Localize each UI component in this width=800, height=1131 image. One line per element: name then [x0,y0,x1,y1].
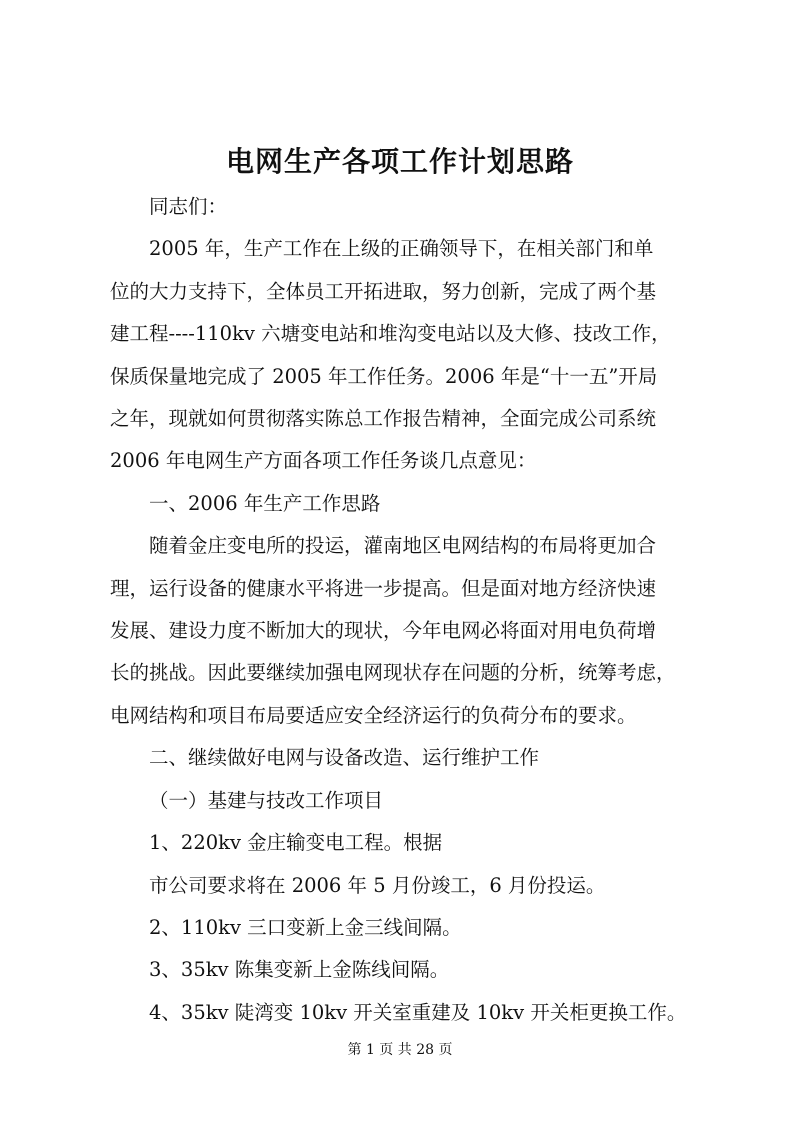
list-item-1-continuation: 市公司要求将在 2006 年 5 月份竣工，6 月份投运。 [149,873,606,897]
document-title: 电网生产各项工作计划思路 [225,145,574,178]
section-1-line: 随着金庄变电所的投运，灌南地区电网结构的布局将更加合 [149,534,657,558]
document-body [110,186,708,1034]
list-item-1: 1、220kv 金庄输变电工程。根据 [149,831,443,855]
intro-line: 建工程----110kv 六塘变电站和堆沟变电站以及大修、技改工作， [110,322,671,346]
page-footer: 第 1 页 共 28 页 [347,1042,453,1058]
intro-line: 保质保量地完成了 2005 年工作任务。2006 年是“十一五”开局 [110,364,658,388]
intro-line: 2005 年，生产工作在上级的正确领导下，在相关部门和单 [149,237,654,261]
section-heading-2: 二、继续做好电网与设备改造、运行维护工作 [149,746,540,770]
intro-line: 位的大力支持下，全体员工开拓进取，努力创新，完成了两个基 [110,279,657,303]
intro-line: 2006 年电网生产方面各项工作任务谈几点意见： [110,449,537,473]
subsection-heading-1: （一）基建与技改工作项目 [149,788,384,812]
section-1-line: 长的挑战。因此要继续加强电网现状存在问题的分析，统筹考虑， [110,661,676,685]
section-1-line: 理，运行设备的健康水平将进一步提高。但是面对地方经济快速 [110,576,657,600]
list-item-4: 4、35kv 陡湾变 10kv 开关室重建及 10kv 开关柜更换工作。 [149,1000,687,1024]
greeting: 同志们： [149,195,228,218]
section-1-paragraph [110,525,708,737]
section-1-line: 电网结构和项目布局要适应安全经济运行的负荷分布的要求。 [110,703,637,727]
section-heading-1: 一、2006 年生产工作思路 [149,491,381,515]
intro-paragraph [110,228,708,482]
list-item-2: 2、110kv 三口变新上金三线间隔。 [149,915,462,939]
list-item-3: 3、35kv 陈集变新上金陈线间隔。 [149,958,450,982]
section-1-line: 发展、建设力度不断加大的现状，今年电网必将面对用电负荷增 [110,619,657,643]
intro-line: 之年，现就如何贯彻落实陈总工作报告精神，全面完成公司系统 [110,407,657,431]
